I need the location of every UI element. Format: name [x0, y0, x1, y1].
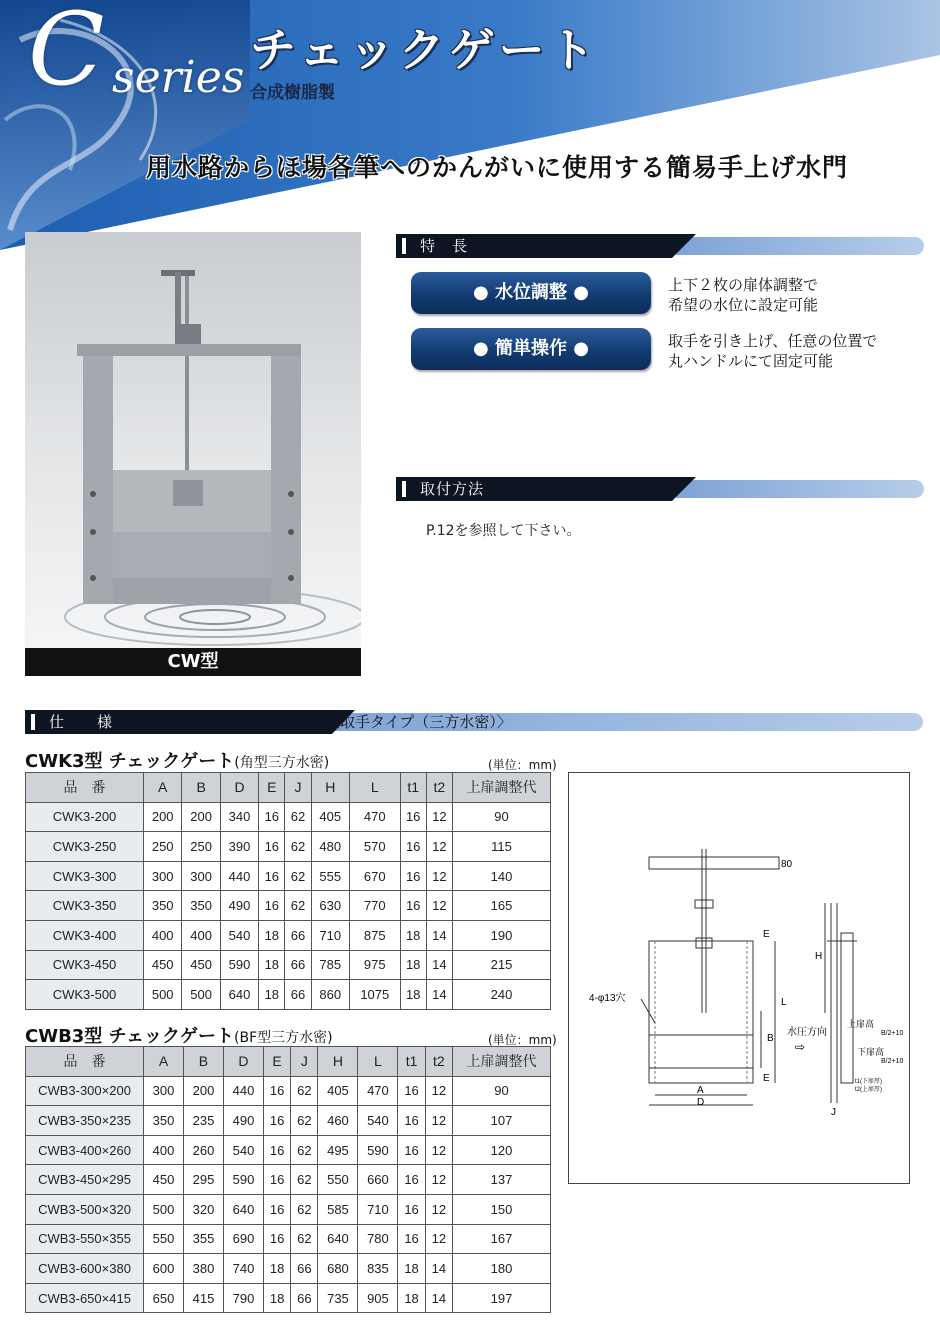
table-cell: 16 — [263, 1106, 290, 1136]
spec-type-label: 〈取手タイプ（三方水密）〉 — [325, 713, 512, 731]
table-cell: 400 — [144, 920, 182, 950]
table-cell: 12 — [426, 861, 452, 891]
cwk3-unit: (単位：mm) — [488, 758, 557, 772]
feature-easy-operation: ● 簡単操作 ● — [411, 328, 651, 370]
table-cell: 1075 — [349, 980, 400, 1010]
table-row — [26, 920, 551, 950]
series-word: series — [112, 52, 245, 103]
lower-gate-formula: B/2+10 — [881, 1058, 904, 1065]
table-cell: 680 — [318, 1254, 358, 1284]
column-header: t2 — [426, 773, 452, 803]
table-cell: 495 — [318, 1135, 358, 1165]
table-cell: 18 — [259, 950, 285, 980]
upper-gate-formula: B/2+10 — [881, 1030, 904, 1037]
column-header: J — [291, 1047, 318, 1077]
table-cell: 240 — [453, 980, 551, 1010]
table-cell: 200 — [183, 1076, 223, 1106]
column-header: A — [144, 773, 182, 803]
model-number-cell: CWK3-350 — [26, 891, 144, 921]
model-number-cell: CWK3-500 — [26, 980, 144, 1010]
column-header: t1 — [398, 1047, 425, 1077]
model-number-cell: CWB3-650×415 — [26, 1283, 144, 1313]
table-cell: 16 — [398, 1106, 425, 1136]
table-row — [26, 1254, 551, 1284]
table-cell: 16 — [400, 802, 426, 832]
table-cell: 18 — [259, 920, 285, 950]
table-cell: 167 — [453, 1224, 551, 1254]
table-cell: 340 — [220, 802, 258, 832]
table-cell: 450 — [144, 950, 182, 980]
table-cell: 555 — [311, 861, 349, 891]
table-cell: 62 — [285, 861, 311, 891]
table-cell: 16 — [400, 832, 426, 862]
table-cell: 62 — [291, 1165, 318, 1195]
table-cell: 660 — [358, 1165, 398, 1195]
table-cell: 235 — [183, 1106, 223, 1136]
table-cell: 480 — [311, 832, 349, 862]
feature-easy-operation-desc-1: 取手を引き上げ、任意の位置で — [668, 332, 878, 350]
table-cell: 18 — [400, 950, 426, 980]
mounting-text: P.12を参照して下さい。 — [426, 523, 581, 539]
table-cell: 670 — [349, 861, 400, 891]
table-cell: 107 — [453, 1106, 551, 1136]
table-cell: 62 — [291, 1135, 318, 1165]
dim-E-bottom: E — [763, 1073, 770, 1084]
svg-text:⇨: ⇨ — [795, 1040, 806, 1054]
table-header-row — [26, 1047, 551, 1077]
table-cell: 16 — [398, 1135, 425, 1165]
upper-gate-height: 上扉高 — [847, 1019, 875, 1029]
spec-heading: 仕 様 — [49, 713, 114, 731]
table-row — [26, 832, 551, 862]
table-cell: 260 — [183, 1135, 223, 1165]
table-row — [26, 1165, 551, 1195]
table-cell: 405 — [318, 1076, 358, 1106]
table-cell: 250 — [144, 832, 182, 862]
table-cell: 490 — [220, 891, 258, 921]
table-cell: 770 — [349, 891, 400, 921]
table-row — [26, 980, 551, 1010]
table-cell: 405 — [311, 802, 349, 832]
table-row — [26, 891, 551, 921]
table-cell: 197 — [453, 1283, 551, 1313]
column-header: 上扉調整代 — [453, 1047, 551, 1077]
table-cell: 165 — [453, 891, 551, 921]
table-cell: 550 — [144, 1224, 184, 1254]
table-cell: 350 — [182, 891, 220, 921]
table-cell: 490 — [223, 1106, 263, 1136]
features-heading-bar — [396, 234, 924, 258]
table-cell: 200 — [144, 802, 182, 832]
table-cell: 735 — [318, 1283, 358, 1313]
table-cell: 18 — [263, 1283, 290, 1313]
column-header: A — [144, 1047, 184, 1077]
table-cell: 18 — [263, 1254, 290, 1284]
table-cell: 62 — [291, 1224, 318, 1254]
table-cell: 16 — [263, 1194, 290, 1224]
cwb3-title-text: CWB3型 チェックゲート — [25, 1026, 235, 1047]
page-title: チェックゲート — [250, 23, 599, 77]
table-cell: 12 — [426, 832, 452, 862]
table-cell: 415 — [183, 1283, 223, 1313]
dim-E-top: E — [763, 929, 770, 940]
model-number-cell: CWB3-350×235 — [26, 1106, 144, 1136]
table-cell: 500 — [144, 1194, 184, 1224]
feature-water-level-desc-1: 上下２枚の扉体調整で — [668, 276, 819, 294]
table-cell: 450 — [144, 1165, 184, 1195]
table-cell: 710 — [311, 920, 349, 950]
table-cell: 460 — [318, 1106, 358, 1136]
table-cell: 16 — [259, 891, 285, 921]
table-cell: 12 — [425, 1224, 452, 1254]
table-cell: 470 — [358, 1076, 398, 1106]
mounting-heading: 取付方法 — [420, 480, 485, 498]
product-photo — [25, 232, 361, 650]
series-letter: C — [28, 0, 105, 108]
table-cell: 500 — [182, 980, 220, 1010]
cwb3-unit: (単位：mm) — [488, 1033, 557, 1047]
table-cell: 350 — [144, 891, 182, 921]
table-cell: 300 — [144, 861, 182, 891]
table-cell: 14 — [426, 920, 452, 950]
feature-water-level: ● 水位調整 ● — [411, 272, 651, 314]
column-header: H — [318, 1047, 358, 1077]
table-cell: 66 — [285, 920, 311, 950]
column-header: 上扉調整代 — [453, 773, 551, 803]
column-header: B — [182, 773, 220, 803]
table-cell: 975 — [349, 950, 400, 980]
table-cell: 14 — [426, 950, 452, 980]
model-number-cell: CWB3-300×200 — [26, 1076, 144, 1106]
table-cell: 200 — [182, 802, 220, 832]
table-cell: 16 — [400, 861, 426, 891]
table-cell: 12 — [425, 1076, 452, 1106]
table-cell: 640 — [223, 1194, 263, 1224]
model-number-cell: CWK3-250 — [26, 832, 144, 862]
dim-H: H — [815, 951, 823, 962]
table-cell: 390 — [220, 832, 258, 862]
feature-water-level-desc-2: 希望の水位に設定可能 — [668, 296, 819, 314]
table-cell: 66 — [285, 950, 311, 980]
table-cell: 300 — [144, 1076, 184, 1106]
table-cell: 18 — [398, 1283, 425, 1313]
table-cell: 18 — [398, 1254, 425, 1284]
table-row — [26, 950, 551, 980]
table-cell: 540 — [220, 920, 258, 950]
mounting-heading-bar — [396, 477, 924, 501]
table-cell: 66 — [291, 1254, 318, 1284]
gate-illustration — [25, 232, 361, 650]
model-number-cell: CWK3-300 — [26, 861, 144, 891]
table-cell: 14 — [425, 1283, 452, 1313]
column-header: J — [285, 773, 311, 803]
cwk3-title-text: CWK3型 チェックゲート — [25, 751, 235, 772]
model-number-cell: CWB3-400×260 — [26, 1135, 144, 1165]
column-header: 品 番 — [26, 1047, 144, 1077]
table-cell: 18 — [400, 920, 426, 950]
table-cell: 62 — [291, 1106, 318, 1136]
table-cell: 590 — [223, 1165, 263, 1195]
table-cell: 380 — [183, 1254, 223, 1284]
table-cell: 215 — [453, 950, 551, 980]
header-banner — [0, 0, 940, 250]
table-cell: 650 — [144, 1283, 184, 1313]
dim-B: B — [767, 1033, 774, 1044]
column-header: E — [259, 773, 285, 803]
table-cell: 12 — [426, 891, 452, 921]
table-cell: 540 — [358, 1106, 398, 1136]
table-cell: 875 — [349, 920, 400, 950]
table-cell: 62 — [285, 802, 311, 832]
table-cell: 12 — [425, 1106, 452, 1136]
table-cell: 16 — [400, 891, 426, 921]
column-header: t2 — [425, 1047, 452, 1077]
table-cell: 790 — [223, 1283, 263, 1313]
table-cell: 16 — [259, 802, 285, 832]
table-cell: 14 — [425, 1254, 452, 1284]
column-header: t1 — [400, 773, 426, 803]
table-cell: 470 — [349, 802, 400, 832]
table-cell: 640 — [318, 1224, 358, 1254]
table-cell: 16 — [398, 1194, 425, 1224]
table-row — [26, 1194, 551, 1224]
table-cell: 295 — [183, 1165, 223, 1195]
table-cell: 320 — [183, 1194, 223, 1224]
table-cell: 12 — [425, 1135, 452, 1165]
table-cell: 140 — [453, 861, 551, 891]
column-header: E — [263, 1047, 290, 1077]
column-header: H — [311, 773, 349, 803]
table-cell: 62 — [285, 891, 311, 921]
table-cell: 250 — [182, 832, 220, 862]
dim-D: D — [697, 1097, 705, 1108]
cwb3-title-note: (BF型三方水密) — [234, 1030, 333, 1046]
table-cell: 16 — [398, 1076, 425, 1106]
table-cell: 16 — [263, 1135, 290, 1165]
table-cell: 740 — [223, 1254, 263, 1284]
table-cell: 12 — [426, 802, 452, 832]
table-cell: 590 — [220, 950, 258, 980]
table-cell: 450 — [182, 950, 220, 980]
hole-label: 4-φ13穴 — [589, 993, 626, 1004]
table-cell: 12 — [425, 1194, 452, 1224]
table-cell: 16 — [398, 1224, 425, 1254]
table-cell: 690 — [223, 1224, 263, 1254]
table-cell: 550 — [318, 1165, 358, 1195]
model-number-cell: CWB3-550×355 — [26, 1224, 144, 1254]
table-cell: 66 — [291, 1283, 318, 1313]
table-cell: 137 — [453, 1165, 551, 1195]
cwk3-spec-table — [25, 772, 551, 1010]
table-cell: 120 — [453, 1135, 551, 1165]
features-heading: 特 長 — [420, 237, 469, 255]
column-header: L — [349, 773, 400, 803]
photo-caption: CW型 — [25, 648, 361, 676]
table-cell: 12 — [425, 1165, 452, 1195]
table-cell: 18 — [259, 980, 285, 1010]
table-cell: 180 — [453, 1254, 551, 1284]
dim-L: L — [781, 997, 787, 1008]
table-cell: 66 — [285, 980, 311, 1010]
table-cell: 14 — [426, 980, 452, 1010]
table-cell: 570 — [349, 832, 400, 862]
column-header: B — [183, 1047, 223, 1077]
model-number-cell: CWB3-450×295 — [26, 1165, 144, 1195]
model-number-cell: CWB3-500×320 — [26, 1194, 144, 1224]
page-subtitle: 用水路からほ場各筆へのかんがいに使用する簡易手上げ水門 — [146, 153, 849, 182]
table-cell: 90 — [453, 1076, 551, 1106]
table-row — [26, 1135, 551, 1165]
table-cell: 780 — [358, 1224, 398, 1254]
table-cell: 440 — [220, 861, 258, 891]
table-cell: 190 — [453, 920, 551, 950]
table-cell: 62 — [285, 832, 311, 862]
table-cell: 16 — [263, 1165, 290, 1195]
table-cell: 710 — [358, 1194, 398, 1224]
table-cell: 16 — [263, 1076, 290, 1106]
pressure-direction: 水圧方向 — [787, 1027, 827, 1038]
column-header: L — [358, 1047, 398, 1077]
column-header: 品 番 — [26, 773, 144, 803]
table-cell: 630 — [311, 891, 349, 921]
cwk3-title — [25, 747, 329, 773]
dim-80: 80 — [781, 859, 793, 870]
table-cell: 540 — [223, 1135, 263, 1165]
table-cell: 640 — [220, 980, 258, 1010]
table-cell: 600 — [144, 1254, 184, 1284]
table-cell: 350 — [144, 1106, 184, 1136]
dimension-drawing — [569, 773, 909, 1183]
cwb3-spec-table — [25, 1046, 551, 1313]
table-cell: 905 — [358, 1283, 398, 1313]
model-number-cell: CWK3-200 — [26, 802, 144, 832]
table-cell: 16 — [259, 832, 285, 862]
column-header: D — [223, 1047, 263, 1077]
table-cell: 400 — [182, 920, 220, 950]
table-cell: 440 — [223, 1076, 263, 1106]
material-label: 合成樹脂製 — [250, 83, 335, 103]
table-cell: 150 — [453, 1194, 551, 1224]
t1-label: t1(下扉厚) — [855, 1079, 883, 1085]
table-cell: 16 — [263, 1224, 290, 1254]
feature-easy-operation-desc-2: 丸ハンドルにて固定可能 — [668, 352, 834, 370]
table-row — [26, 1076, 551, 1106]
table-cell: 115 — [453, 832, 551, 862]
cwb3-title — [25, 1022, 333, 1048]
lower-gate-height: 下扉高 — [857, 1047, 885, 1057]
cwk3-title-note: (角型三方水密) — [234, 755, 330, 771]
table-cell: 300 — [182, 861, 220, 891]
table-row — [26, 1283, 551, 1313]
table-cell: 785 — [311, 950, 349, 980]
table-cell: 90 — [453, 802, 551, 832]
table-cell: 860 — [311, 980, 349, 1010]
table-cell: 355 — [183, 1224, 223, 1254]
table-cell: 62 — [291, 1076, 318, 1106]
model-number-cell: CWB3-600×380 — [26, 1254, 144, 1284]
spec-heading-bar — [25, 710, 923, 734]
table-cell: 16 — [398, 1165, 425, 1195]
model-number-cell: CWK3-450 — [26, 950, 144, 980]
table-row — [26, 861, 551, 891]
dimension-diagram — [568, 772, 910, 1184]
table-header-row — [26, 773, 551, 803]
dim-A: A — [697, 1085, 704, 1096]
table-cell: 585 — [318, 1194, 358, 1224]
table-cell: 835 — [358, 1254, 398, 1284]
model-number-cell: CWK3-400 — [26, 920, 144, 950]
t2-label: t2(上扉厚) — [855, 1087, 883, 1093]
column-header: D — [220, 773, 258, 803]
table-cell: 400 — [144, 1135, 184, 1165]
dim-J: J — [831, 1107, 836, 1118]
table-cell: 62 — [291, 1194, 318, 1224]
table-row — [26, 1106, 551, 1136]
table-cell: 590 — [358, 1135, 398, 1165]
table-cell: 16 — [259, 861, 285, 891]
table-cell: 500 — [144, 980, 182, 1010]
table-row — [26, 802, 551, 832]
table-cell: 18 — [400, 980, 426, 1010]
table-row — [26, 1224, 551, 1254]
